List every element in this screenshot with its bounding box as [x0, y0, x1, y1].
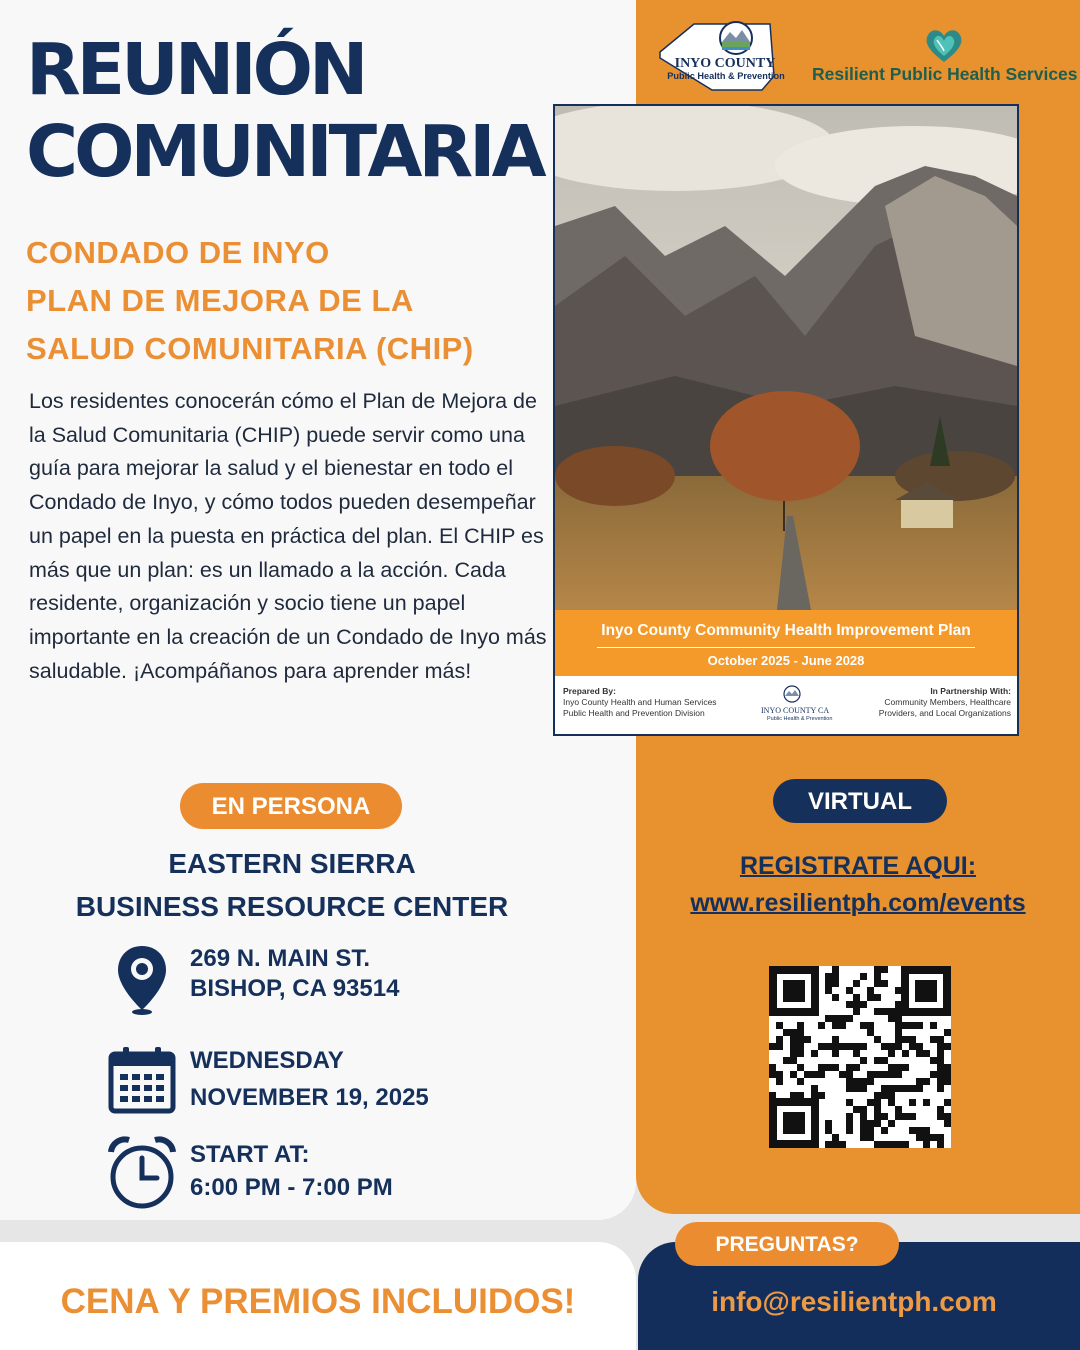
- venue-line-2: BUSINESS RESOURCE CENTER: [75, 891, 509, 922]
- heart-icon: [922, 26, 966, 64]
- qr-code-icon: [769, 966, 951, 1148]
- calendar-icon: [108, 1046, 176, 1114]
- venue-line-1: EASTERN SIERRA: [168, 848, 416, 879]
- cover-partnership-line-2: Providers, and Local Organizations: [878, 708, 1011, 718]
- cover-title: Inyo County Community Health Improvement Plan: [601, 622, 971, 639]
- title-line-2: COMUNITARIA: [26, 110, 543, 193]
- cover-logo-line-1: INYO COUNTY CA: [761, 706, 830, 715]
- resilient-logo-text: Resilient Public Health Services: [812, 64, 1078, 84]
- dinner-prizes-banner: CENA Y PREMIOS INCLUIDOS!: [60, 1282, 576, 1321]
- alarm-clock-icon: [107, 1136, 177, 1212]
- virtual-pill: VIRTUAL: [773, 779, 947, 823]
- cover-partnership-label: In Partnership With:: [930, 686, 1011, 696]
- questions-pill: PREGUNTAS?: [675, 1222, 899, 1266]
- event-time: 6:00 PM - 7:00 PM: [190, 1174, 393, 1201]
- title-line-1: REUNIÓN: [26, 28, 365, 111]
- cover-logo-icon: [779, 684, 805, 706]
- inyo-logo-line-1: INYO COUNTY: [674, 56, 776, 71]
- events-url-link[interactable]: www.resilientph.com/events: [690, 889, 1026, 917]
- address-line-1: 269 N. MAIN ST.: [190, 945, 371, 972]
- cover-prepared-line-2: Public Health and Prevention Division: [563, 708, 705, 718]
- subtitle-line-3: SALUD COMUNITARIA (CHIP): [26, 331, 474, 366]
- cover-dates: October 2025 - June 2028: [707, 653, 865, 668]
- resilient-logo: [812, 26, 1076, 92]
- contact-email-link[interactable]: info@resilientph.com: [711, 1286, 997, 1317]
- cover-divider: [597, 647, 975, 648]
- event-date: NOVEMBER 19, 2025: [190, 1084, 429, 1111]
- subtitle-line-2: PLAN DE MEJORA DE LA: [26, 283, 414, 318]
- description: Los residentes conocerán cómo el Plan de Mejora de la Salud Comunitaria (CHIP) puede servir como una guía para mejorar la salud y el bienestar en todo el Condado de Inyo, y cómo todos pueden desempeñar un papel en la puesta en práctica del plan. El CHIP es más que un plan: es un llamado a la acción. Cada residente, organización y socio tiene un papel importante en la creación de un Condado de Inyo más saludable. ¡Acompáñanos para aprender más!: [29, 389, 547, 683]
- cover-prepared-label: Prepared By:: [563, 686, 616, 696]
- cover-title-band: [555, 610, 1017, 676]
- subtitle-line-1: CONDADO DE INYO: [26, 235, 330, 270]
- start-label: START AT:: [190, 1141, 310, 1168]
- inyo-logo-line-2: Public Health & Prevention: [667, 71, 785, 81]
- mountain-landscape-photo: [555, 106, 1017, 610]
- cover-partnership-line-1: Community Members, Healthcare: [884, 697, 1011, 707]
- chip-cover-image: [553, 104, 1019, 736]
- address-line-2: BISHOP, CA 93514: [190, 975, 400, 1002]
- register-link[interactable]: REGISTRATE AQUI:: [739, 852, 977, 880]
- in-person-pill: EN PERSONA: [180, 783, 402, 829]
- location-pin-icon: [116, 944, 168, 1016]
- inyo-county-logo: [650, 18, 800, 92]
- qr-code[interactable]: [769, 966, 951, 1148]
- event-day: WEDNESDAY: [190, 1047, 344, 1074]
- cover-logo-line-2: Public Health & Prevention: [767, 716, 833, 722]
- cover-prepared-line-1: Inyo County Health and Human Services: [563, 697, 717, 707]
